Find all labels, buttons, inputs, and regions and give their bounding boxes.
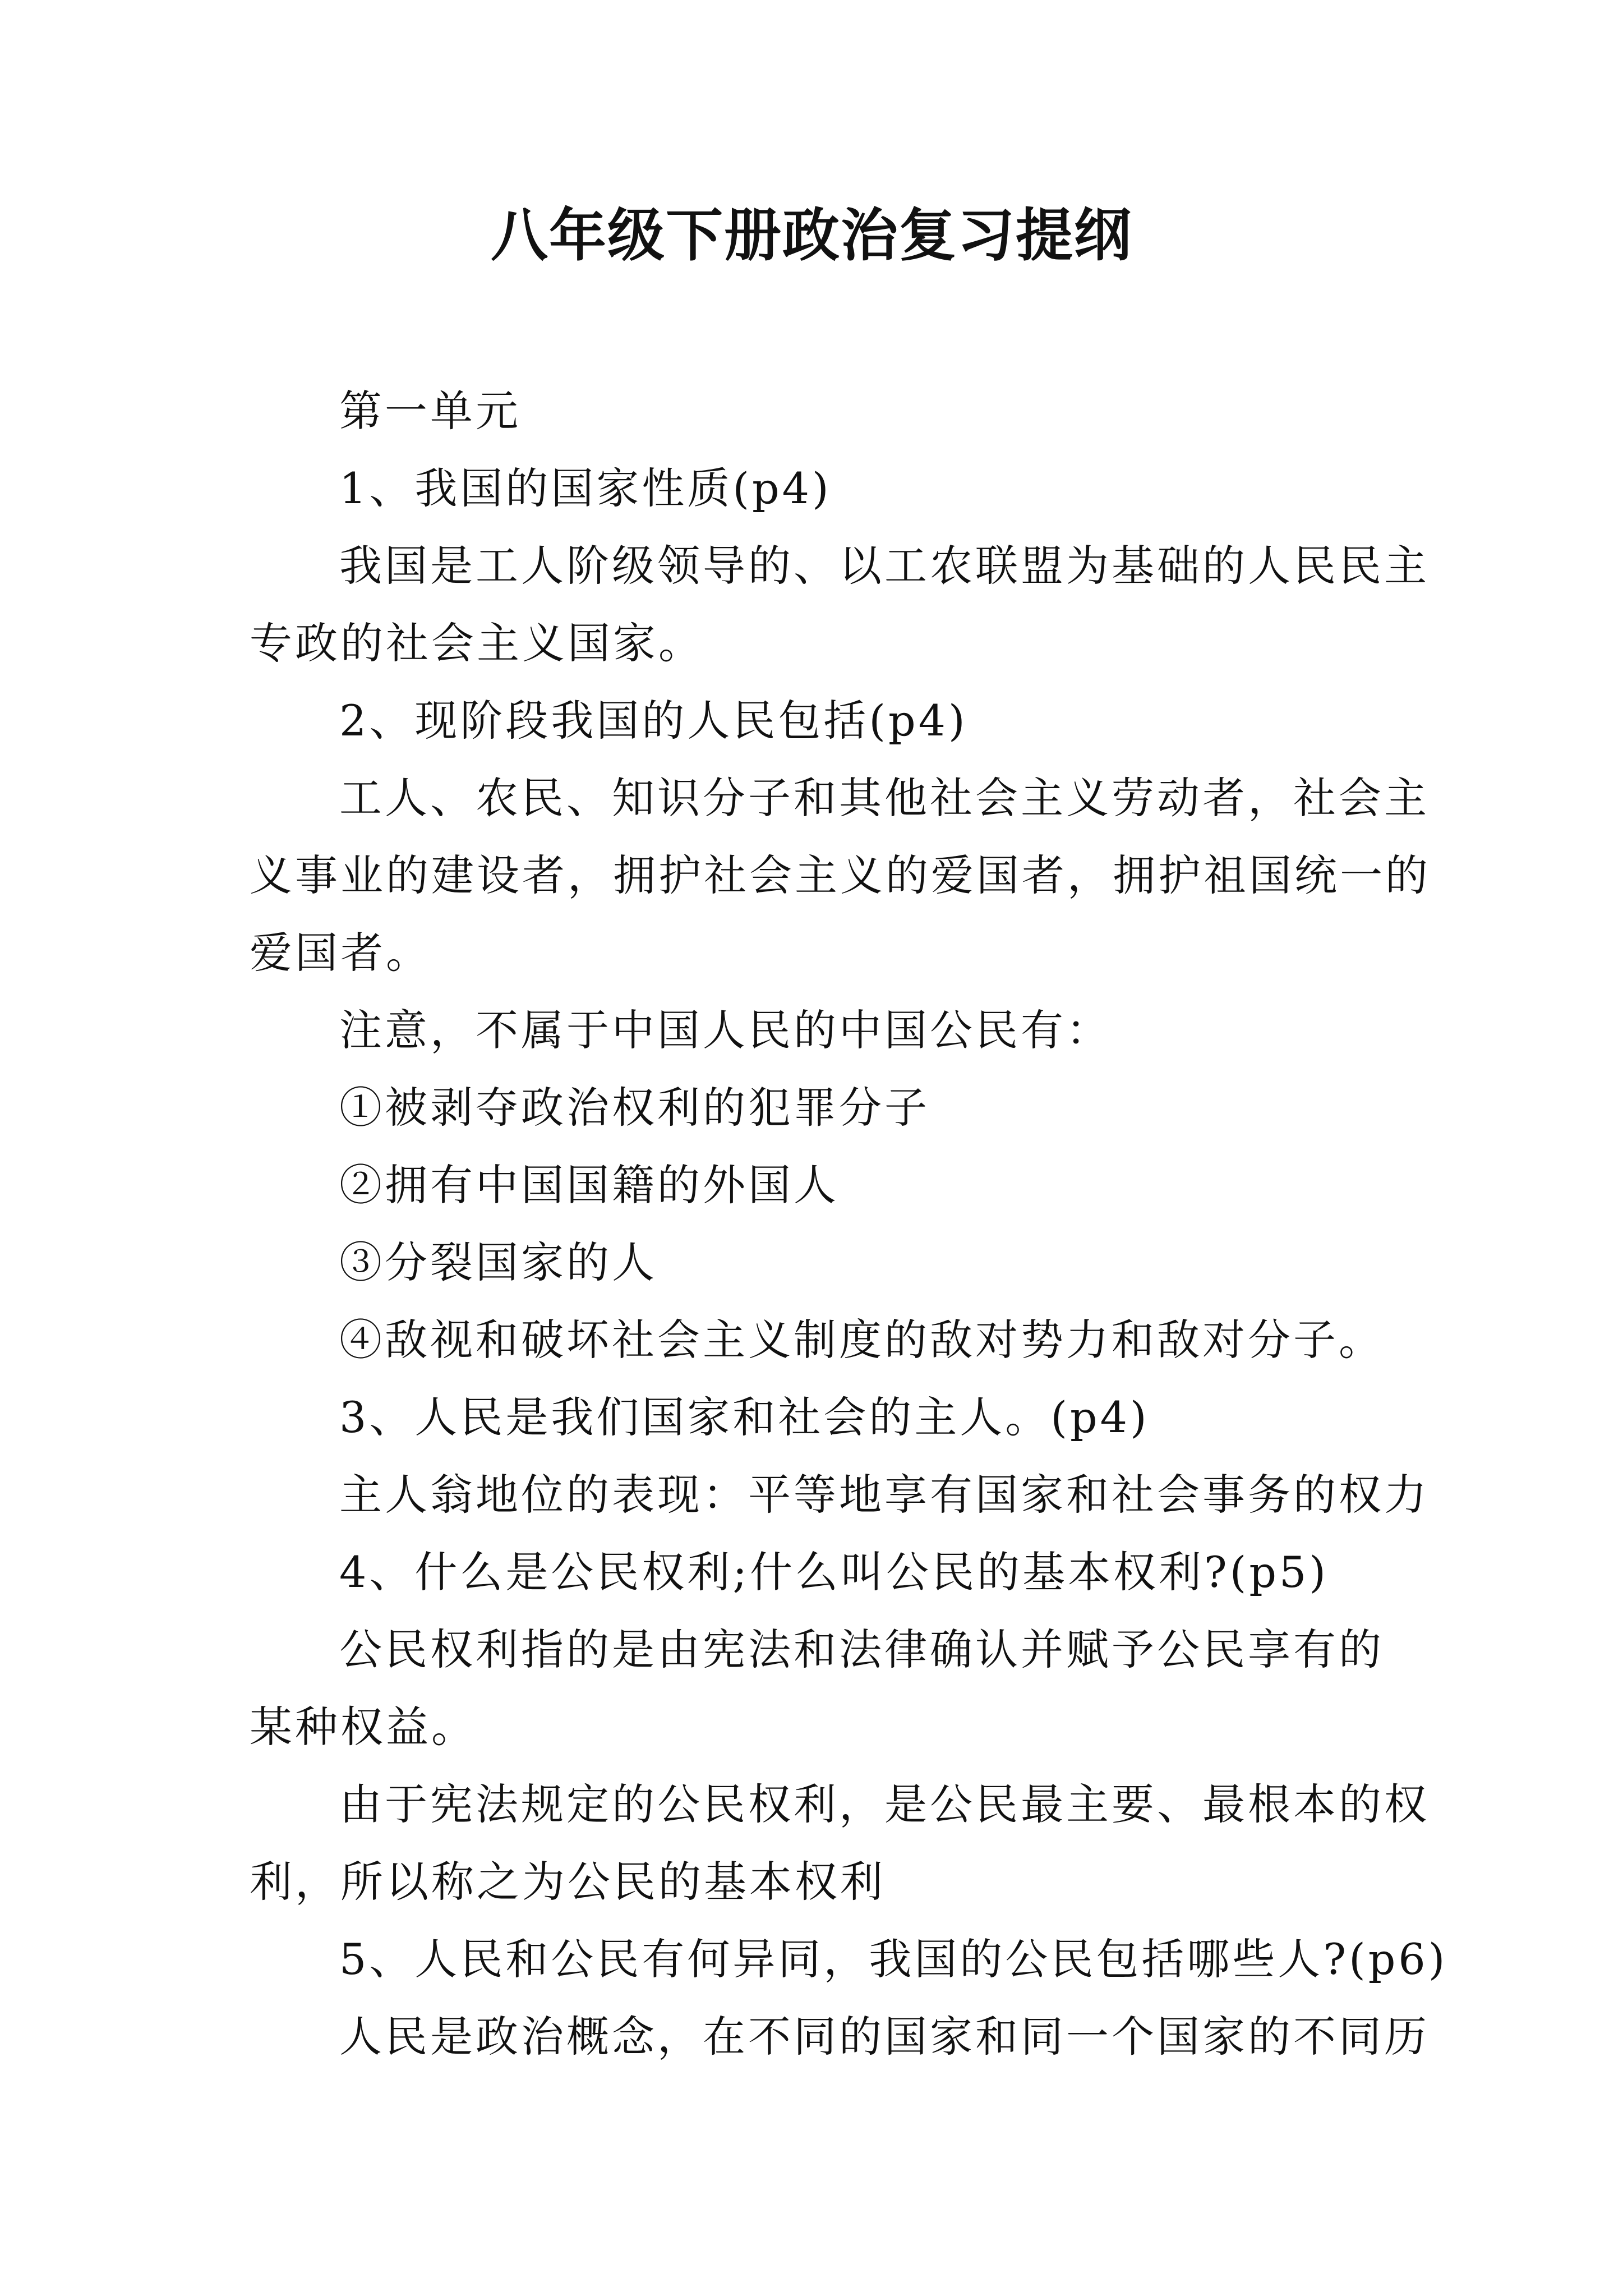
text-line: 我国是工人阶级领导的、以工农联盟为基础的人民民主 — [339, 541, 1430, 591]
text-line: 工人、农民、知识分子和其他社会主义劳动者，社会主 — [339, 773, 1430, 823]
text-line: 公民权利指的是由宪法和法律确认并赋予公民享有的 — [339, 1625, 1384, 1674]
text-line: 1、我国的国家性质(p4) — [339, 463, 832, 513]
text-line: 专政的社会主义国家。 — [250, 618, 704, 668]
text-line: 爱国者。 — [250, 928, 431, 978]
text-line: ④敌视和破坏社会主义制度的敌对势力和敌对分子。 — [339, 1315, 1384, 1365]
text-line: 主人翁地位的表现：平等地享有国家和社会事务的权力 — [339, 1470, 1430, 1520]
text-line: ②拥有中国国籍的外国人 — [339, 1160, 839, 1210]
document-body — [250, 372, 1448, 2076]
text-line: 利，所以称之为公民的基本权利 — [250, 1857, 886, 1907]
text-line: 由于宪法规定的公民权利，是公民最主要、最根本的权 — [339, 1779, 1430, 1829]
text-line: ③分裂国家的人 — [339, 1237, 657, 1287]
text-line: 3、人民是我们国家和社会的主人。(p4) — [339, 1392, 1150, 1442]
text-line: 义事业的建设者，拥护社会主义的爱国者，拥护祖国统一的 — [250, 850, 1431, 900]
text-line: 4、什么是公民权利;什么叫公民的基本权利?(p5) — [339, 1547, 1329, 1597]
text-line: 注意，不属于中国人民的中国公民有： — [339, 1005, 1112, 1055]
text-line: ①被剥夺政治权利的犯罪分子 — [339, 1083, 930, 1133]
text-line: 5、人民和公民有何异同，我国的公民包括哪些人?(p6) — [339, 1934, 1448, 1984]
text-line: 第一单元 — [339, 386, 521, 436]
text-line: 2、现阶段我国的人民包括(p4) — [339, 696, 968, 746]
text-line: 人民是政治概念，在不同的国家和同一个国家的不同历 — [339, 2012, 1430, 2062]
text-line: 某种权益。 — [250, 1702, 477, 1752]
document-title: 八年级下册政治复习提纲 — [491, 202, 1132, 269]
